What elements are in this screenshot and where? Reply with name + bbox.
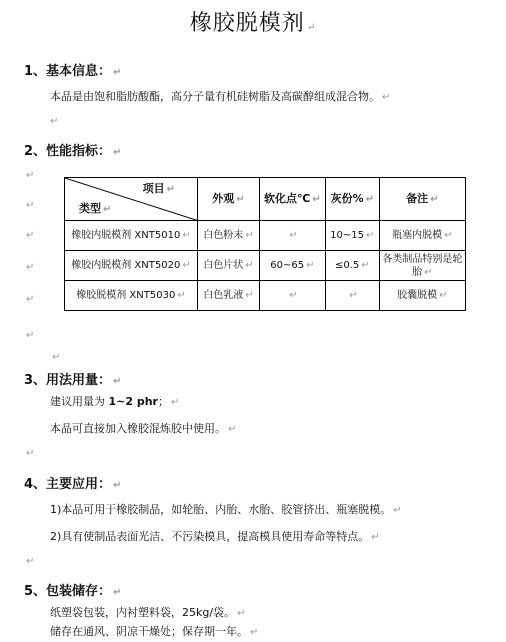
cell-softening: 60~65 ↵ (259, 251, 325, 281)
cell-ash (325, 281, 379, 311)
paragraph-mark: ↵ (26, 556, 35, 567)
cell-note: 胶囊脱模 ↵ (379, 281, 465, 311)
section-4-heading: 4、主要应用： ↵ (24, 477, 122, 492)
paragraph-mark: ↵ (26, 448, 35, 459)
cell-type: 橡胶脱模剂 XNT5030 ↵ (65, 281, 198, 311)
paragraph-mark: ↵ (113, 587, 122, 598)
section-5-line-2: 储存在通风、阴凉干燥处；保存期一年。 ↵ (50, 625, 259, 638)
table-row (65, 251, 466, 281)
header-note: 备注 ↵ (379, 178, 465, 221)
paragraph-mark: ↵ (236, 194, 245, 205)
paragraph-mark: ↵ (182, 260, 191, 271)
cell-softening (259, 221, 325, 251)
section-2-heading: 2、性能指标： ↵ (24, 144, 122, 159)
corner-label-top: 项目 ↵ (142, 182, 175, 195)
paragraph-mark: ↵ (430, 194, 439, 205)
paragraph-mark: ↵ (312, 194, 321, 205)
paragraph-mark: ↵ (250, 627, 259, 638)
cell-type: 橡胶内脱模剂 XNT5020 ↵ (65, 251, 198, 281)
paragraph-mark: ↵ (439, 290, 448, 301)
paragraph-mark: ↵ (444, 230, 453, 241)
cell-appearance: 白色片状 ↵ (197, 251, 259, 281)
paragraph-mark: ↵ (26, 262, 35, 273)
paragraph-mark: ↵ (52, 352, 61, 363)
paragraph-mark: ↵ (26, 170, 35, 181)
section-1-heading: 1、基本信息： ↵ (24, 64, 122, 79)
paragraph-mark: ↵ (177, 290, 186, 301)
paragraph-mark: ↵ (182, 230, 191, 241)
cell-type: 橡胶内脱模剂 XNT5010 ↵ (65, 221, 198, 251)
page-title: 橡胶脱模剂 ↵ (189, 11, 317, 36)
paragraph-mark: ↵ (306, 260, 315, 271)
dosage-value: 1~2 phr (108, 395, 158, 408)
corner-label-bottom: 类型 ↵ (79, 202, 112, 215)
paragraph-mark: ↵ (382, 92, 391, 103)
section-5-heading: 5、包装储存： ↵ (24, 584, 122, 599)
paragraph-mark: ↵ (245, 230, 254, 241)
paragraph-mark: ↵ (26, 330, 35, 341)
paragraph-mark: ↵ (366, 230, 375, 241)
spec-table (64, 177, 466, 311)
paragraph-mark: ↵ (424, 266, 433, 278)
paragraph-mark: ↵ (113, 147, 122, 158)
paragraph-mark: ↵ (166, 184, 175, 195)
paragraph-mark: ↵ (393, 505, 402, 516)
section-3-line-2: 本品可直接加入橡胶混炼胶中使用。 ↵ (50, 422, 237, 435)
section-4-line-2: 2)具有使制品表面光洁、不污染模具，提高模具使用寿命等特点。 ↵ (50, 530, 380, 543)
cell-note: 瓶塞内脱模 ↵ (379, 221, 465, 251)
paragraph-mark: ↵ (113, 376, 122, 387)
paragraph-mark: ↵ (26, 294, 35, 305)
paragraph-mark: ↵ (113, 480, 122, 491)
section-3-heading: 3、用法用量： ↵ (24, 373, 122, 388)
table-row (65, 281, 466, 311)
paragraph-mark: ↵ (245, 260, 254, 271)
paragraph-mark: ↵ (113, 67, 122, 78)
header-ash: 灰份% ↵ (325, 178, 379, 221)
paragraph-mark: ↵ (26, 200, 35, 211)
paragraph-mark: ↵ (365, 194, 374, 205)
paragraph-mark: ↵ (228, 424, 237, 435)
paragraph-mark: ↵ (361, 260, 370, 271)
paragraph-mark: ↵ (349, 290, 358, 301)
section-1-text: 本品是由饱和脂肪酸酯，高分子量有机硅树脂及高碳醇组成混合物。 ↵ (50, 90, 391, 103)
paragraph-mark: ↵ (170, 397, 180, 408)
paragraph-mark: ↵ (289, 230, 298, 241)
cell-appearance: 白色粉末 ↵ (197, 221, 259, 251)
table-corner-cell (65, 178, 198, 221)
cell-appearance: 白色乳液 ↵ (197, 281, 259, 311)
table-row (65, 221, 466, 251)
section-5-line-1: 纸塑袋包装，内衬塑料袋，25kg/袋。 ↵ (50, 606, 246, 619)
paragraph-mark: ↵ (289, 290, 298, 301)
header-appearance: 外观 ↵ (197, 178, 259, 221)
paragraph-mark: ↵ (245, 290, 254, 301)
paragraph-mark: ↵ (103, 204, 112, 215)
section-3-line-1: 建议用量为 1~2 phr； ↵ (50, 395, 180, 408)
cell-ash: 10~15 ↵ (325, 221, 379, 251)
paragraph-mark: ↵ (26, 230, 35, 241)
cell-note: 各类制品特别是轮胎 ↵ (379, 251, 465, 281)
cell-softening (259, 281, 325, 311)
paragraph-mark: ↵ (50, 116, 59, 127)
paragraph-mark: ↵ (306, 22, 317, 33)
cell-ash: ≤0.5 ↵ (325, 251, 379, 281)
section-4-line-1: 1)本品可用于橡胶制品，如轮胎、内胎、水胎、胶管挤出、瓶塞脱模。 ↵ (50, 503, 402, 516)
header-softening: 软化点℃ ↵ (259, 178, 325, 221)
paragraph-mark: ↵ (371, 532, 380, 543)
paragraph-mark: ↵ (237, 608, 246, 619)
